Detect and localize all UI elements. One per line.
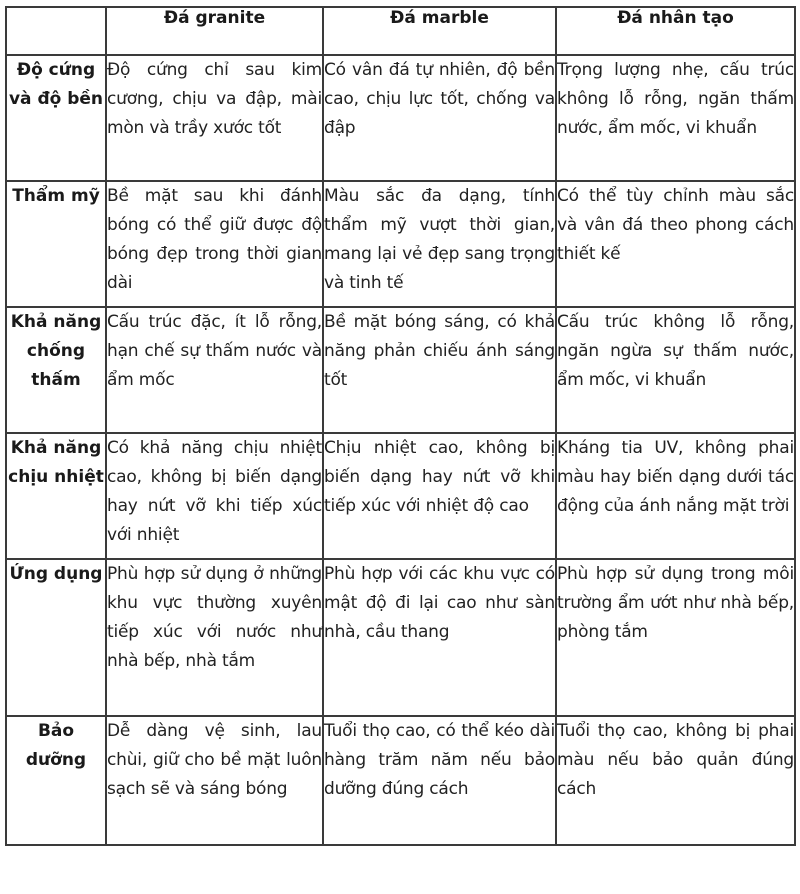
cell-granite: Cấu trúc đặc, ít lỗ rỗng, hạn chế sự thấm nước và ẩm mốc xyxy=(106,307,323,433)
table-row xyxy=(6,433,795,559)
stone-comparison-table xyxy=(5,6,796,846)
cell-marble: Tuổi thọ cao, có thể kéo dài hàng trăm năm nếu bảo dưỡng đúng cách xyxy=(323,716,556,845)
row-label-hardness-durability: Độ cứng và độ bền xyxy=(6,55,106,181)
row-label-waterproofing: Khả năng chống thấm xyxy=(6,307,106,433)
cell-artificial: Có thể tùy chỉnh màu sắc và vân đá theo phong cách thiết kế xyxy=(556,181,795,307)
cell-artificial: Phù hợp sử dụng trong môi trường ẩm ướt như nhà bếp, phòng tắm xyxy=(556,559,795,716)
cell-granite: Bề mặt sau khi đánh bóng có thể giữ được độ bóng đẹp trong thời gian dài xyxy=(106,181,323,307)
header-artificial-stone: Đá nhân tạo xyxy=(556,7,795,55)
table-row xyxy=(6,559,795,716)
row-label-application: Ứng dụng xyxy=(6,559,106,716)
table-row xyxy=(6,307,795,433)
header-granite: Đá granite xyxy=(106,7,323,55)
cell-artificial: Kháng tia UV, không phai màu hay biến dạng dưới tác động của ánh nắng mặt trời xyxy=(556,433,795,559)
cell-artificial: Tuổi thọ cao, không bị phai màu nếu bảo quản đúng cách xyxy=(556,716,795,845)
cell-artificial: Cấu trúc không lỗ rỗng, ngăn ngừa sự thấm nước, ẩm mốc, vi khuẩn xyxy=(556,307,795,433)
table-row xyxy=(6,716,795,845)
cell-marble: Màu sắc đa dạng, tính thẩm mỹ vượt thời gian, mang lại vẻ đẹp sang trọng và tinh tế xyxy=(323,181,556,307)
header-marble: Đá marble xyxy=(323,7,556,55)
row-label-aesthetics: Thẩm mỹ xyxy=(6,181,106,307)
cell-granite: Dễ dàng vệ sinh, lau chùi, giữ cho bề mặt luôn sạch sẽ và sáng bóng xyxy=(106,716,323,845)
cell-marble: Bề mặt bóng sáng, có khả năng phản chiếu ánh sáng tốt xyxy=(323,307,556,433)
cell-artificial: Trọng lượng nhẹ, cấu trúc không lỗ rỗng, ngăn thấm nước, ẩm mốc, vi khuẩn xyxy=(556,55,795,181)
cell-marble: Chịu nhiệt cao, không bị biến dạng hay nứt vỡ khi tiếp xúc với nhiệt độ cao xyxy=(323,433,556,559)
cell-granite: Phù hợp sử dụng ở những khu vực thường xuyên tiếp xúc với nước như nhà bếp, nhà tắm xyxy=(106,559,323,716)
row-label-maintenance: Bảo dưỡng xyxy=(6,716,106,845)
table-row xyxy=(6,181,795,307)
cell-granite: Độ cứng chỉ sau kim cương, chịu va đập, mài mòn và trầy xước tốt xyxy=(106,55,323,181)
table-row xyxy=(6,55,795,181)
header-row xyxy=(6,7,795,55)
cell-marble: Phù hợp với các khu vực có mật độ đi lại cao như sàn nhà, cầu thang xyxy=(323,559,556,716)
cell-granite: Có khả năng chịu nhiệt cao, không bị biến dạng hay nứt vỡ khi tiếp xúc với nhiệt xyxy=(106,433,323,559)
corner-header-cell xyxy=(6,7,106,55)
cell-marble: Có vân đá tự nhiên, độ bền cao, chịu lực tốt, chống va đập xyxy=(323,55,556,181)
row-label-heat-resistance: Khả năng chịu nhiệt xyxy=(6,433,106,559)
